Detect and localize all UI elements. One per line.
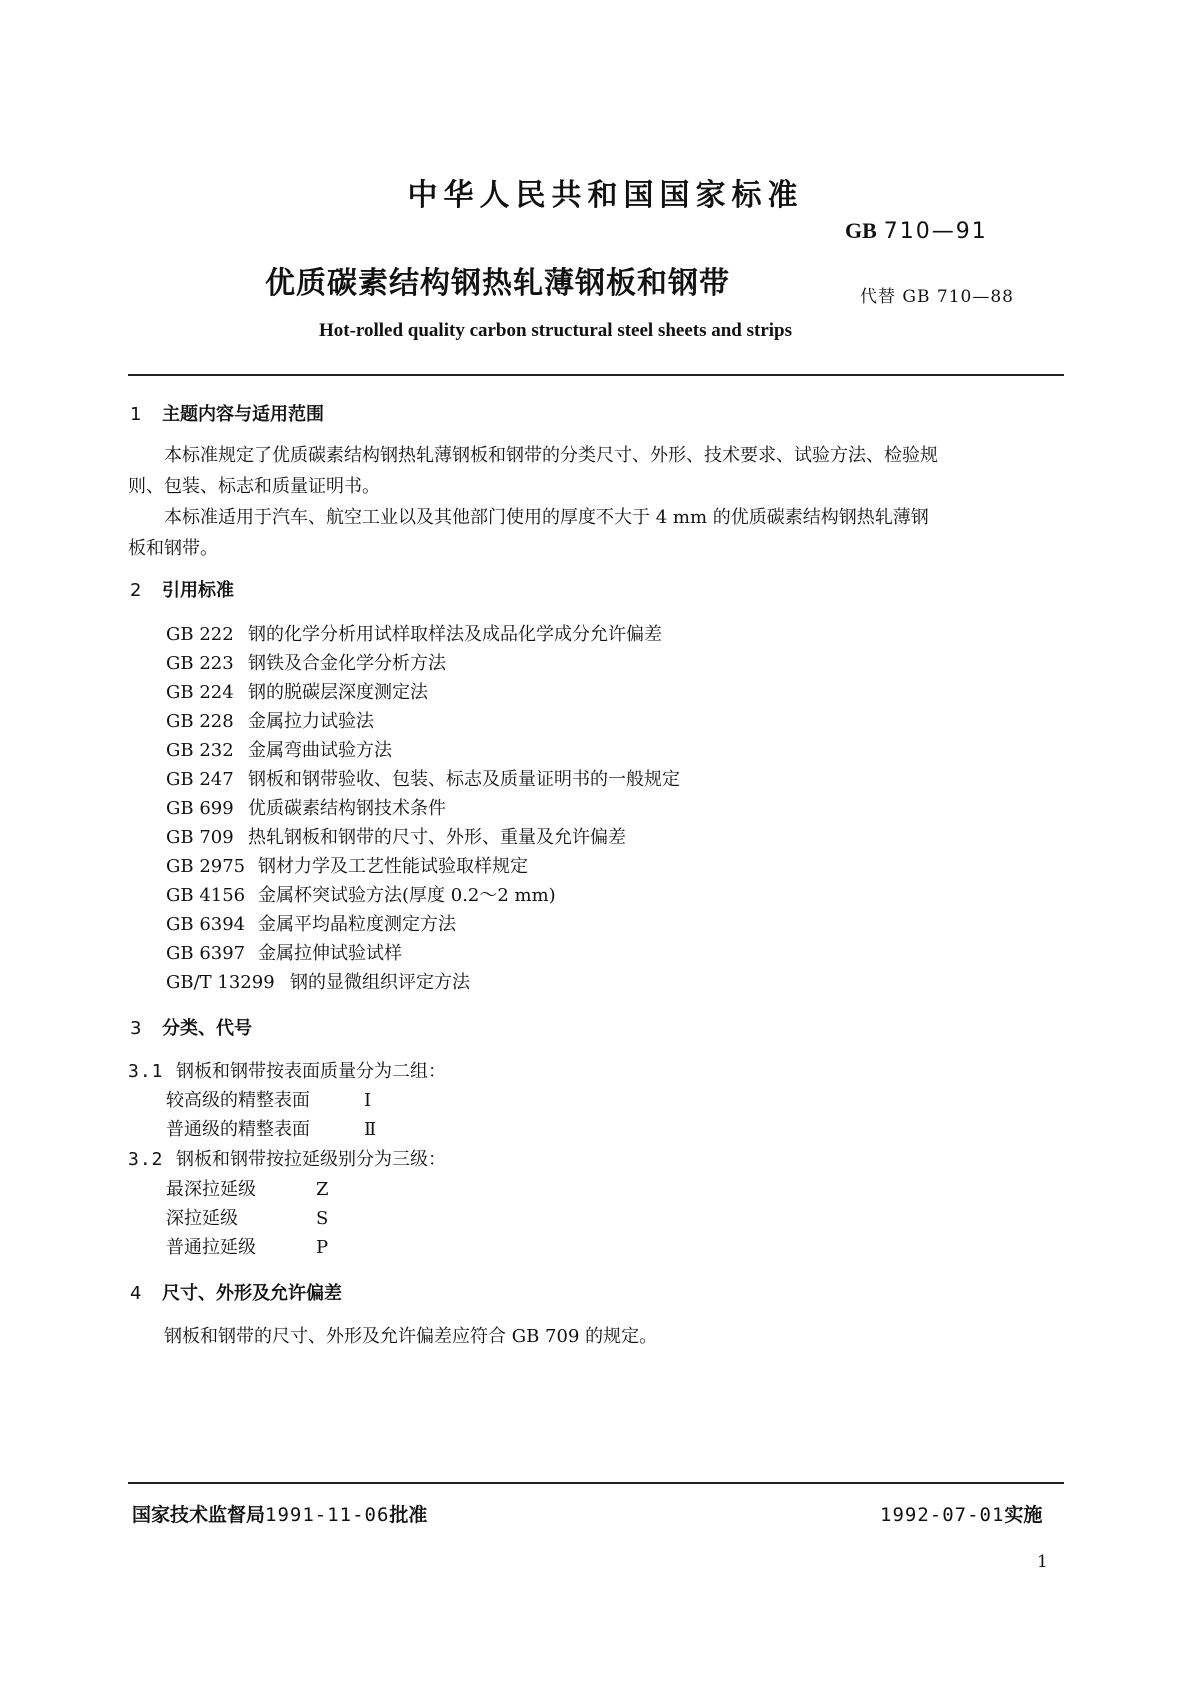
section-4-heading	[130, 1279, 342, 1305]
reference-code: GB 699	[166, 798, 234, 819]
class-label: 较高级的精整表面	[166, 1090, 310, 1111]
standard-code: 710—91	[883, 219, 988, 244]
approval-line	[132, 1500, 427, 1527]
reference-code: GB 223	[166, 653, 234, 674]
section-number: 3	[130, 1018, 142, 1039]
reference-item	[166, 881, 556, 907]
clause-3-2	[128, 1145, 446, 1171]
approval-date: 1991-11-06	[265, 1504, 390, 1526]
class-label: 普通拉延级	[166, 1237, 256, 1258]
class-item	[166, 1233, 328, 1259]
section-1-para-2-line-1: 本标准适用于汽车、航空工业以及其他部门使用的厚度不大于 4 mm 的优质碳素结构钢热轧薄钢	[164, 507, 929, 528]
section-title: 分类、代号	[162, 1018, 252, 1039]
reference-item	[166, 910, 456, 936]
class-code: I	[364, 1090, 372, 1111]
section-number: 2	[130, 580, 142, 601]
clause-number: 3.2	[128, 1149, 164, 1170]
section-3-heading	[130, 1014, 252, 1040]
clause-text: 钢板和钢带按拉延级别分为三级：	[176, 1149, 446, 1170]
title-chinese: 优质碳素结构钢热轧薄钢板和钢带	[265, 266, 730, 301]
reference-code: GB 232	[166, 740, 234, 761]
header-divider	[128, 374, 1064, 376]
class-code: S	[316, 1208, 329, 1229]
page-number: 1	[1037, 1552, 1048, 1572]
reference-title: 钢的脱碳层深度测定法	[248, 682, 428, 703]
section-4-text: 钢板和钢带的尺寸、外形及允许偏差应符合 GB 709 的规定。	[164, 1326, 658, 1347]
class-item	[166, 1204, 328, 1230]
reference-code: GB 224	[166, 682, 234, 703]
standard-prefix: GB	[845, 218, 877, 243]
reference-item	[166, 620, 662, 646]
section-1-para-2-line-2: 板和钢带。	[128, 538, 218, 559]
class-item	[166, 1115, 376, 1141]
clause-number: 3.1	[128, 1061, 164, 1082]
reference-code: GB 222	[166, 624, 234, 645]
reference-title: 金属拉力试验法	[248, 711, 374, 732]
reference-title: 优质碳素结构钢技术条件	[248, 798, 446, 819]
reference-code: GB 6394	[166, 914, 246, 935]
reference-title: 钢板和钢带验收、包装、标志及质量证明书的一般规定	[248, 769, 680, 790]
reference-code: GB 247	[166, 769, 234, 790]
class-item	[166, 1175, 329, 1201]
section-1-heading	[130, 400, 324, 426]
section-number: 4	[130, 1283, 142, 1304]
reference-item	[166, 707, 374, 733]
section-title: 主题内容与适用范围	[162, 404, 324, 425]
section-2-heading	[130, 576, 234, 602]
section-1-para-1-line-1: 本标准规定了优质碳素结构钢热轧薄钢板和钢带的分类尺寸、外形、技术要求、试验方法、检验规	[164, 445, 938, 466]
reference-code: GB 2975	[166, 856, 246, 877]
reference-title: 钢的化学分析用试样取样法及成品化学成分允许偏差	[248, 624, 662, 645]
section-title: 引用标准	[162, 580, 234, 601]
approval-suffix: 批准	[389, 1504, 428, 1526]
reference-item	[166, 736, 392, 762]
reference-item	[166, 939, 402, 965]
standard-number	[845, 218, 988, 244]
reference-item	[166, 794, 446, 820]
section-1-para-1-line-2: 则、包装、标志和质量证明书。	[128, 476, 380, 497]
approver: 国家技术监督局	[132, 1504, 266, 1526]
effective-suffix: 实施	[1004, 1504, 1043, 1526]
reference-title: 热轧钢板和钢带的尺寸、外形、重量及允许偏差	[248, 827, 626, 848]
reference-code: GB 709	[166, 827, 234, 848]
reference-item	[166, 823, 626, 849]
reference-item	[166, 968, 470, 994]
reference-code: GB/T 13299	[166, 972, 275, 993]
class-label: 普通级的精整表面	[166, 1119, 310, 1140]
reference-code: GB 4156	[166, 885, 246, 906]
reference-title: 金属杯突试验方法(厚度 0.2～2 mm)	[258, 885, 556, 906]
replaces-note: 代替 GB 710—88	[860, 287, 1014, 307]
clause-text: 钢板和钢带按表面质量分为二组：	[176, 1061, 446, 1082]
class-code: Z	[316, 1179, 329, 1200]
clause-3-1	[128, 1057, 446, 1083]
title-english: Hot-rolled quality carbon structural steel sheets and strips	[318, 320, 793, 341]
class-item	[166, 1086, 371, 1112]
reference-title: 钢的显微组织评定方法	[290, 972, 470, 993]
reference-title: 金属平均晶粒度测定方法	[258, 914, 456, 935]
reference-code: GB 6397	[166, 943, 246, 964]
reference-code: GB 228	[166, 711, 234, 732]
reference-item	[166, 852, 528, 878]
reference-item	[166, 649, 446, 675]
reference-title: 钢铁及合金化学分析方法	[248, 653, 446, 674]
class-code: Ⅱ	[364, 1119, 377, 1140]
section-number: 1	[130, 404, 142, 425]
effective-date: 1992-07-01	[880, 1504, 1005, 1526]
class-label: 最深拉延级	[166, 1179, 256, 1200]
effective-line	[880, 1500, 1042, 1527]
reference-item	[166, 765, 680, 791]
national-standard-heading: 中华人民共和国国家标准	[407, 178, 804, 213]
reference-item	[166, 678, 428, 704]
class-label: 深拉延级	[166, 1208, 238, 1229]
reference-title: 钢材力学及工艺性能试验取样规定	[258, 856, 528, 877]
class-code: P	[316, 1237, 329, 1258]
footer-divider	[128, 1482, 1064, 1484]
section-title: 尺寸、外形及允许偏差	[162, 1283, 342, 1304]
reference-title: 金属拉伸试验试样	[258, 943, 402, 964]
reference-title: 金属弯曲试验方法	[248, 740, 392, 761]
